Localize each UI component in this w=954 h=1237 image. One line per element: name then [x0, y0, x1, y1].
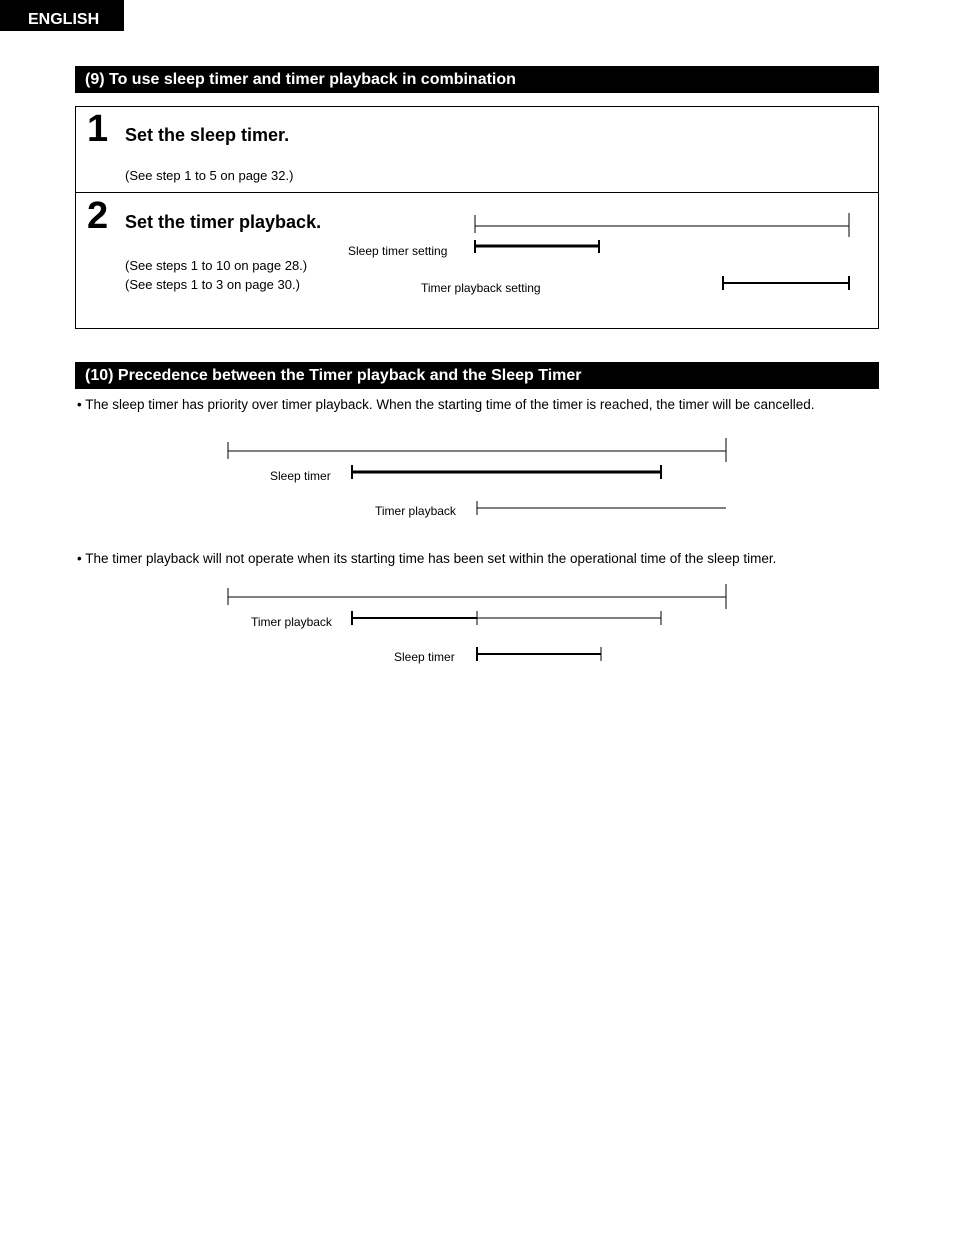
step-1-note: (See step 1 to 5 on page 32.) [125, 168, 294, 183]
step-2-note-1: (See steps 1 to 10 on page 28.) [125, 258, 308, 273]
bullet-timer-not-operate: • The timer playback will not operate when its starting time has been set within the operational time of the sleep timer. [77, 551, 777, 566]
overall-time-span [228, 584, 726, 609]
timer-playback-setting-label: Timer playback setting [421, 281, 541, 295]
section-10-title: (10) Precedence between the Timer playback and the Sleep Timer [75, 362, 879, 389]
sleep-timer-setting-label: Sleep timer setting [348, 244, 448, 258]
bullet-sleep-priority: • The sleep timer has priority over timer playback. When the starting time of the timer is reached, the timer will be cancelled. [77, 397, 815, 412]
sleep-timer-label: Sleep timer [270, 469, 331, 483]
timer-playback-label: Timer playback [375, 504, 456, 518]
section-9-title: (9) To use sleep timer and timer playback in combination [75, 66, 879, 93]
language-tab: ENGLISH [0, 0, 124, 31]
timer-playback-bar [352, 611, 661, 625]
sleep-timer-label: Sleep timer [394, 650, 455, 664]
sleep-timer-bar [477, 647, 601, 661]
step-2-title: Set the timer playback. [125, 212, 322, 232]
timer-playback-label: Timer playback [251, 615, 332, 629]
step-2-note-2: (See steps 1 to 3 on page 30.) [125, 277, 300, 292]
step-1-title: Set the sleep timer. [125, 125, 290, 145]
step-2-number: 2 [87, 195, 109, 237]
step-1-number: 1 [87, 108, 109, 150]
